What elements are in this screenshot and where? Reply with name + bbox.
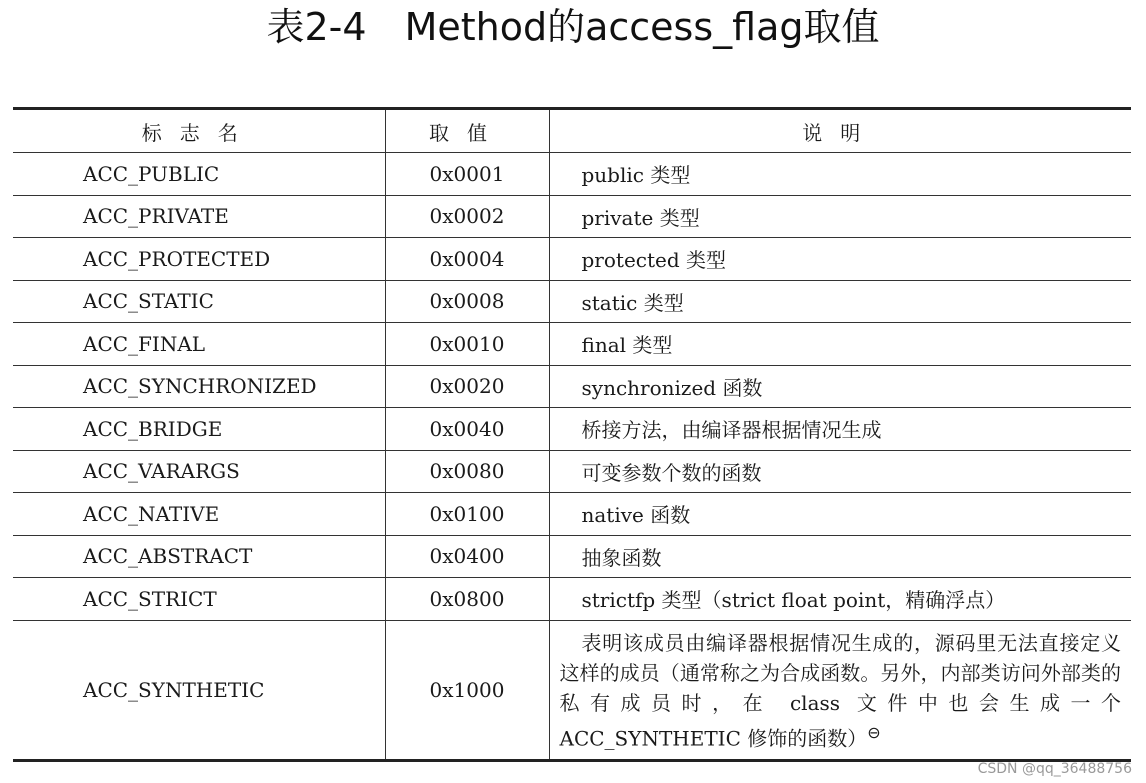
table-row [13, 620, 1131, 760]
table-row [13, 450, 1131, 493]
flag-description: final 类型 [549, 323, 1131, 366]
table-number: 表2-4 [266, 5, 367, 49]
flag-name: ACC_STRICT [13, 578, 385, 621]
table-row [13, 195, 1131, 238]
flag-value: 0x0001 [385, 153, 549, 196]
flag-description: 抽象函数 [549, 535, 1131, 578]
flag-name: ACC_VARARGS [13, 450, 385, 493]
flag-description: synchronized 函数 [549, 365, 1131, 408]
table-row [13, 493, 1131, 536]
table-row [13, 578, 1131, 621]
flag-name: ACC_STATIC [13, 280, 385, 323]
page-title [0, 4, 1146, 50]
flag-value: 0x0400 [385, 535, 549, 578]
header-flag-name: 标志名 [13, 109, 385, 153]
flag-value: 0x0100 [385, 493, 549, 536]
synthetic-description-text: 表明该成员由编译器根据情况生成的，源码里无法直接定义这样的成员（通常称之为合成函数。另外，内部类访问外部类的私有成员时，在 class 文件中也会生成一个 ACC_SYNTHETIC 修饰的函数） [559, 630, 1121, 751]
table-row [13, 280, 1131, 323]
flag-name: ACC_ABSTRACT [13, 535, 385, 578]
flag-value: 0x0040 [385, 408, 549, 451]
flag-description: native 函数 [549, 493, 1131, 536]
flag-value: 0x0800 [385, 578, 549, 621]
flag-value: 0x1000 [385, 620, 549, 760]
table-title: Method的access_flag取值 [404, 5, 880, 49]
footnote-mark: ⊖ [867, 722, 881, 742]
flag-value: 0x0002 [385, 195, 549, 238]
watermark: CSDN @qq_36488756 [977, 761, 1132, 777]
table-row [13, 323, 1131, 366]
header-value: 取值 [385, 109, 549, 153]
flag-name: ACC_BRIDGE [13, 408, 385, 451]
table-row [13, 408, 1131, 451]
flag-value: 0x0020 [385, 365, 549, 408]
flag-description [549, 620, 1131, 760]
table-row [13, 153, 1131, 196]
flag-description: 可变参数个数的函数 [549, 450, 1131, 493]
flag-name: ACC_PROTECTED [13, 238, 385, 281]
flag-description: private 类型 [549, 195, 1131, 238]
flag-value: 0x0080 [385, 450, 549, 493]
flag-name: ACC_FINAL [13, 323, 385, 366]
flag-name: ACC_SYNCHRONIZED [13, 365, 385, 408]
header-description: 说明 [549, 109, 1131, 153]
flag-name: ACC_SYNTHETIC [13, 620, 385, 760]
flag-value: 0x0008 [385, 280, 549, 323]
table-row [13, 535, 1131, 578]
flag-description: strictfp 类型（strict float point，精确浮点） [549, 578, 1131, 621]
flag-name: ACC_PUBLIC [13, 153, 385, 196]
flag-description: public 类型 [549, 153, 1131, 196]
access-flag-table [13, 107, 1131, 762]
flag-description: static 类型 [549, 280, 1131, 323]
flag-value: 0x0004 [385, 238, 549, 281]
flag-description: protected 类型 [549, 238, 1131, 281]
flag-name: ACC_NATIVE [13, 493, 385, 536]
table-row [13, 365, 1131, 408]
table-header-row [13, 109, 1131, 153]
flag-value: 0x0010 [385, 323, 549, 366]
table-row [13, 238, 1131, 281]
flag-name: ACC_PRIVATE [13, 195, 385, 238]
flag-description: 桥接方法，由编译器根据情况生成 [549, 408, 1131, 451]
